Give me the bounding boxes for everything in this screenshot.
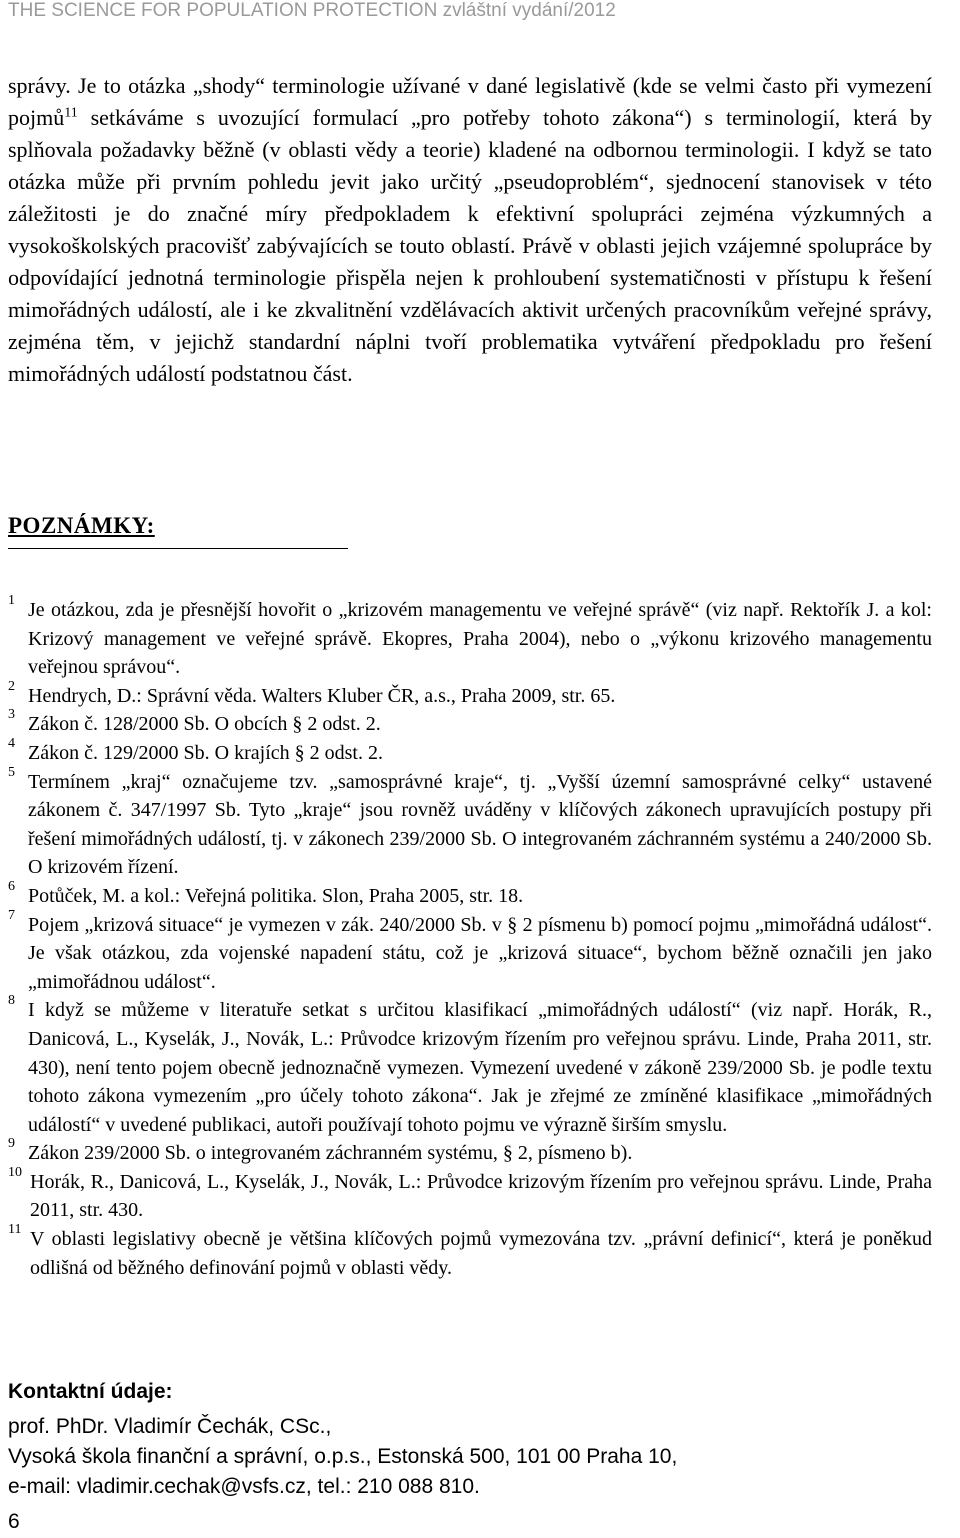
footnote-number: 4	[8, 735, 15, 751]
body-text-part-2: setkáváme s uvozující formulací „pro potřeby tohoto zákona“) s terminologií, která by splňovala požadavky běžně (v oblasti vědy a teorie) kladené na odbornou terminologii. I když se tato otázka může při prvním pohledu jevit jako určitý „pseudoproblém“, sjednocení stanovisek v této záležitosti je do značné míry předpokladem k efektivní spolupráci zejména výzkumných a vysokoškolských pracovišť zabývajících se touto oblastí. Právě v oblasti jejich vzájemné spolupráce by odpovídající jednotná terminologie přispěla nejen k prohloubení systematičnosti v přístupu k řešení mimořádných událostí, ale i ke zkvalitnění vzdělávacích aktivit určených pracovníkům veřejné správy, zejména těm, v jejichž standardní náplni tvoří problematika vytváření předpokladu pro řešení mimořádných událostí podstatnou část.	[8, 105, 932, 386]
footnote-text: Hendrych, D.: Správní věda. Walters Kluber ČR, a.s., Praha 2009, str. 65.	[28, 684, 616, 707]
footnote-1	[8, 593, 932, 682]
footnote-6	[8, 878, 932, 911]
footnote-text: Pojem „krizová situace“ je vymezen v zák. 240/2000 Sb. v § 2 písmenu b) pomocí pojmu „mimořádná událost“. Je však otázkou, zda vojenské napadení státu, což je „krizová situace“, bychom běžně označili jen jako „mimořádnou událost“.	[28, 913, 932, 993]
footnote-number: 6	[8, 878, 15, 894]
footnote-text: Zákon č. 128/2000 Sb. O obcích § 2 odst. 2.	[28, 713, 381, 736]
contact-address: Vysoká škola finanční a správní, o.p.s., Estonská 500, 101 00 Praha 10,	[8, 1445, 678, 1468]
footnote-text: Je otázkou, zda je přesnější hovořit o „krizovém managementu ve veřejné správě“ (viz např. Rektořík J. a kol: Krizový management ve veřejné správě. Ekopres, Praha 2004), nebo o „výkonu krizového managementu veřejnou správou“.	[28, 599, 932, 679]
footnote-number: 7	[8, 907, 15, 923]
contact-heading: Kontaktní údaje:	[8, 1380, 173, 1403]
footnote-10	[8, 1164, 932, 1225]
footnote-text: Zákon 239/2000 Sb. o integrovaném záchranném systému, § 2, písmeno b).	[28, 1142, 633, 1165]
footnote-number: 10	[8, 1164, 22, 1180]
footnote-7	[8, 907, 932, 997]
contact-block	[8, 1412, 677, 1502]
footnote-number: 9	[8, 1136, 15, 1152]
page-number: 6	[8, 1510, 20, 1533]
footnote-5	[8, 764, 932, 882]
footnote-4	[8, 735, 932, 768]
footnote-text: Potůček, M. a kol.: Veřejná politika. Slon, Praha 2005, str. 18.	[28, 884, 524, 907]
footnote-8	[8, 993, 932, 1139]
footnote-number: 1	[8, 593, 15, 608]
contact-email[interactable]: e-mail: vladimir.cechak@vsfs.cz, tel.: 210 088 810.	[8, 1475, 480, 1498]
footnotes-list	[8, 593, 932, 1282]
footnote-text: Zákon č. 129/2000 Sb. O krajích § 2 odst. 2.	[28, 741, 383, 764]
footnote-number: 8	[8, 993, 15, 1009]
journal-header: THE SCIENCE FOR POPULATION PROTECTION zvláštní vydání/2012	[8, 0, 616, 21]
footnote-text: V oblasti legislativy obecně je většina klíčových pojmů vymezována tzv. „právní definicí“, která je poněkud odlišná od běžného definování pojmů v oblasti vědy.	[30, 1228, 932, 1279]
footnote-ref-11[interactable]: 11	[64, 105, 78, 121]
footnote-number: 3	[8, 707, 15, 723]
footnote-text: Horák, R., Danicová, L., Kyselák, J., Novák, L.: Průvodce krizovým řízením pro veřejnou správu. Linde, Praha 2011, str. 430.	[30, 1170, 932, 1222]
contact-name: prof. PhDr. Vladimír Čechák, CSc.,	[8, 1415, 332, 1438]
notes-heading: POZNÁMKY:	[8, 513, 155, 538]
footnote-number: 5	[8, 764, 15, 780]
footnote-number: 2	[8, 678, 15, 694]
footnote-text: I když se můžeme v literatuře setkat s určitou klasifikací „mimořádných událostí“ (viz např. Horák, R., Danicová, L., Kyselák, J., Novák, L.: Průvodce krizovým řízením pro veřejnou správu. Linde, Praha 2011, str. 430), není tento pojem obecně jednoznačně vymezen. Vymezení uvedené v zákoně 239/2000 Sb. je podle textu tohoto zákona vymezením „pro účely tohoto zákona“. Jak je zřejmé ze zmíněné klasifikace „mimořádných událostí“ v uvedené publikaci, autoři používají tohoto pojmu ve výrazně širším smyslu.	[28, 999, 932, 1136]
notes-divider	[8, 548, 348, 549]
footnote-2	[8, 678, 932, 711]
footnote-number: 11	[8, 1222, 22, 1238]
footnote-3	[8, 707, 932, 739]
body-text-part-1: správy. Je to otázka „shody“ terminologie užívané v dané legislativě (kde se velmi často při vymezení pojmů	[8, 73, 932, 130]
footnote-text: Termínem „kraj“ označujeme tzv. „samosprávné kraje“, tj. „Vyšší územní samosprávné celky“ ustavené zákonem č. 347/1997 Sb. Tyto „kraje“ jsou rovněž uváděny v klíčových zákonech upravujících postupy při řešení mimořádných událostí, tj. v zákonech 239/2000 Sb. O integrovaném záchranném systému a 240/2000 Sb. O krizovém řízení.	[28, 770, 932, 879]
body-paragraph	[8, 70, 932, 390]
footnote-11	[8, 1222, 932, 1282]
footnote-9	[8, 1136, 932, 1168]
